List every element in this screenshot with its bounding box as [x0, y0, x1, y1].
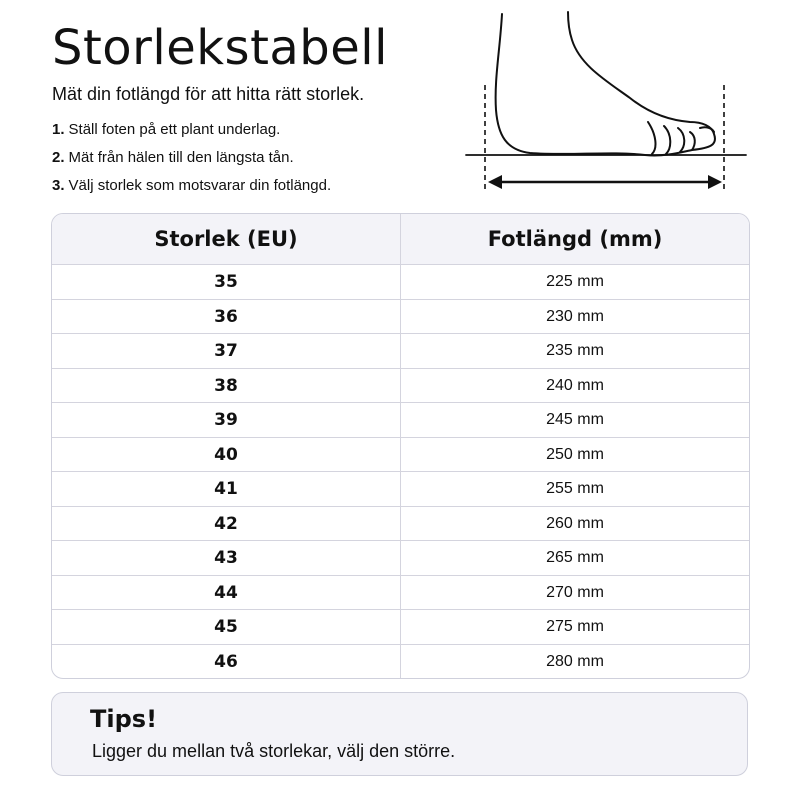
table-row: [52, 472, 749, 507]
table-row: [52, 265, 749, 300]
size-cell: 45: [52, 610, 401, 644]
size-cell: 44: [52, 576, 401, 610]
foot-length-cell: 260 mm: [546, 514, 604, 532]
foot-length-cell: 275 mm: [546, 618, 604, 635]
header-size: Storlek (EU): [52, 214, 401, 264]
table-row: [52, 610, 749, 645]
table-body: [52, 265, 749, 679]
tips-title: Tips!: [90, 705, 158, 733]
foot-measurement-icon: [460, 10, 750, 200]
table-header: [52, 214, 749, 265]
step-text: Välj storlek som motsvarar din fotlängd.: [68, 177, 332, 194]
step-text: Ställ foten på ett plant underlag.: [68, 121, 281, 138]
foot-length-cell: 250 mm: [546, 445, 604, 463]
table-row: [52, 334, 749, 369]
size-cell: 41: [52, 472, 401, 506]
step-number: 2.: [52, 149, 65, 166]
foot-length-cell: 235 mm: [546, 342, 604, 359]
table-row: [52, 645, 749, 680]
table-row: [52, 507, 749, 542]
table-row: [52, 300, 749, 335]
size-cell: 36: [52, 300, 401, 334]
step-item: [52, 148, 331, 167]
step-number: 3.: [52, 177, 65, 194]
size-table: [51, 213, 750, 679]
table-row: [52, 438, 749, 473]
foot-length-cell: 280 mm: [546, 652, 604, 670]
size-cell: 42: [52, 507, 401, 541]
foot-length-cell: 230 mm: [546, 307, 604, 325]
step-item: [52, 120, 331, 139]
tips-text: Ligger du mellan två storlekar, välj den större.: [92, 741, 456, 761]
size-cell: 35: [52, 265, 401, 299]
header-foot-length: Fotlängd (mm): [487, 227, 663, 251]
foot-length-cell: 270 mm: [546, 583, 604, 601]
tips-box: [51, 692, 748, 776]
size-cell: 39: [52, 403, 401, 437]
size-cell: 40: [52, 438, 401, 472]
step-text: Mät från hälen till den längsta tån.: [68, 149, 294, 166]
table-row: [52, 576, 749, 611]
foot-length-cell: 245 mm: [546, 411, 604, 428]
page-title: Storlekstabell: [52, 20, 388, 76]
step-number: 1.: [52, 121, 65, 138]
size-cell: 38: [52, 369, 401, 403]
foot-length-cell: 265 mm: [546, 549, 604, 566]
size-cell: 46: [52, 645, 401, 680]
measurement-steps: [52, 120, 331, 204]
foot-length-cell: 255 mm: [546, 480, 604, 497]
size-cell: 37: [52, 334, 401, 368]
table-row: [52, 403, 749, 438]
table-row: [52, 541, 749, 576]
step-item: [52, 176, 331, 195]
foot-length-cell: 240 mm: [546, 376, 604, 394]
table-row: [52, 369, 749, 404]
foot-length-cell: 225 mm: [546, 273, 604, 290]
size-cell: 43: [52, 541, 401, 575]
page-subtitle: Mät din fotlängd för att hitta rätt storlek.: [52, 84, 365, 104]
